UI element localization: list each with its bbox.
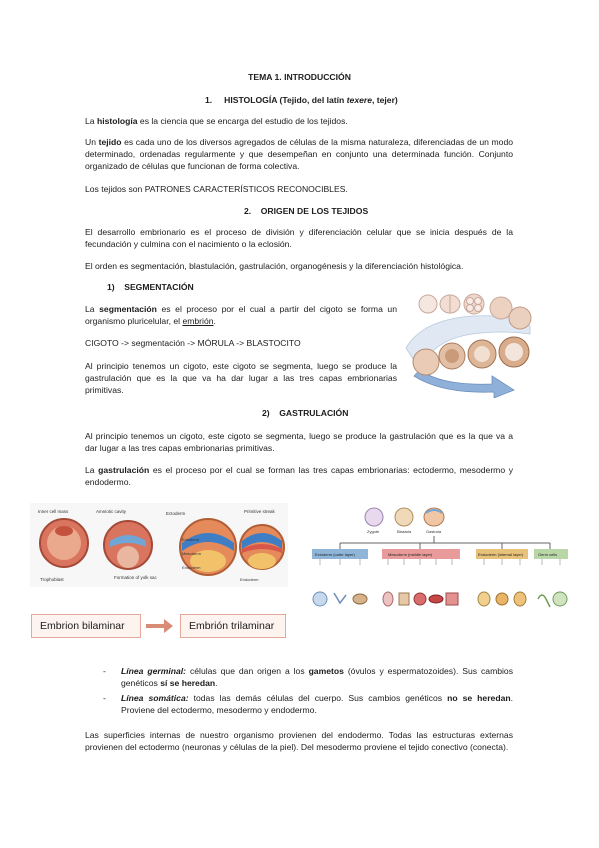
layer-label: Endoderm (internal layer) <box>478 552 524 557</box>
stage-label: Blastula <box>397 529 412 534</box>
paragraph-cigoto-1: Al principio tenemos un cigoto, este cigoto se segmenta, luego se produce la gastrulación que es la que va ha dar lugar a las tres capas embrionarias primitivas. <box>85 361 397 395</box>
embrion-trilaminar-box: Embrión trilaminar <box>180 614 286 638</box>
segmentation-illustration <box>402 290 534 398</box>
section-1-heading: 1. HISTOLOGÍA (Tejido, del latín texere, tejer) <box>205 95 398 105</box>
figure-label: Inner cell mass <box>38 509 69 514</box>
figure-label: Ectoderm <box>182 537 200 542</box>
gastrulation-figure <box>30 503 288 587</box>
paragraph-tejido: Un tejido es cada uno de los diversos agregados de células de la misma naturaleza, diferenciadas de un modo determinado, ordenadas regularmente y que desempeñan en conjunto una determinada función. Conjunto organizado de células que funcionan de forma colectiva. <box>85 137 513 171</box>
figure-label: Trophoblast <box>40 577 64 582</box>
figure-label: Primitive streak <box>244 509 275 514</box>
paragraph-superficies: Las superficies internas de nuestro organismo provienen del endodermo. Todas las estructuras externas provienen del ectodermo (neuronas y células de la piel). Del mesodermo proviene el tejido conectivo (conecta). <box>85 730 513 752</box>
figure-label: Formation of yolk sac <box>114 575 157 580</box>
figure-label: Ectoderm <box>166 511 186 516</box>
subsection-gastrulacion-heading: 2) GASTRULACIÓN <box>262 408 349 418</box>
embrion-bilaminar-box: Embrion bilaminar <box>31 614 141 638</box>
layer-label: Germ cells <box>538 552 558 557</box>
layer-label: Mesoderm (middle layer) <box>388 552 433 557</box>
figure-label: Endoderm <box>182 565 201 570</box>
paragraph-secuencia: CIGOTO -> segmentación -> MÓRULA -> BLASTOCITO <box>85 338 301 348</box>
paragraph-segmentacion: La segmentación es el proceso por el cual a partir del cigoto se forma un organismo pluricelular, el embrión. <box>85 304 397 326</box>
layer-label: Ectoderm (outer layer) <box>315 552 355 557</box>
paragraph-patrones: Los tejidos son PATRONES CARACTERÍSTICOS RECONOCIBLES. <box>85 184 348 194</box>
figure-label: Amniotic cavity <box>96 509 127 514</box>
germ-layer-tree-figure <box>312 503 570 623</box>
cell-icons <box>313 592 567 607</box>
figure-label: Endoderm <box>240 577 259 582</box>
subsection-segmentacion-heading: 1) SEGMENTACIÓN <box>107 282 194 292</box>
arrow-right-icon <box>146 618 174 634</box>
stage-label: Gastrula <box>426 529 442 534</box>
section-2-heading: 2. ORIGEN DE LOS TEJIDOS <box>244 206 369 216</box>
list-item: - Línea germinal: células que dan origen a los gametos (óvulos y espermatozoides). Sus cambios genéticos sí se heredan. <box>103 665 513 689</box>
paragraph-desarrollo: El desarrollo embrionario es el proceso de división y diferenciación celular que se inicia después de la fecundación y culmina con el nacimiento o la eclosión. <box>85 227 513 249</box>
cell-lines-list <box>103 665 513 719</box>
paragraph-cigoto-2: Al principio tenemos un cigoto, este cigoto se segmenta, luego se produce la gastrulación que es la que va a dar lugar a las tres capas embrionarias primitivas. <box>85 431 513 453</box>
paragraph-histologia: La histología es la ciencia que se encarga del estudio de los tejidos. <box>85 116 348 126</box>
page-title: TEMA 1. INTRODUCCIÓN <box>248 72 351 82</box>
list-item: - Línea somática: todas las demás células del cuerpo. Sus cambios genéticos no se heredan. Proviene del ectodermo, mesodermo y endodermo. <box>103 692 513 716</box>
figure-label: Mesoderm <box>182 551 201 556</box>
paragraph-orden: El orden es segmentación, blastulación, gastrulación, organogénesis y la diferenciación histológica. <box>85 261 464 271</box>
stage-label: Zygote <box>367 529 380 534</box>
paragraph-gastrulacion: La gastrulación es el proceso por el cual se forman las tres capas embrionarias: ectodermo, mesodermo y endodermo. <box>85 465 513 487</box>
